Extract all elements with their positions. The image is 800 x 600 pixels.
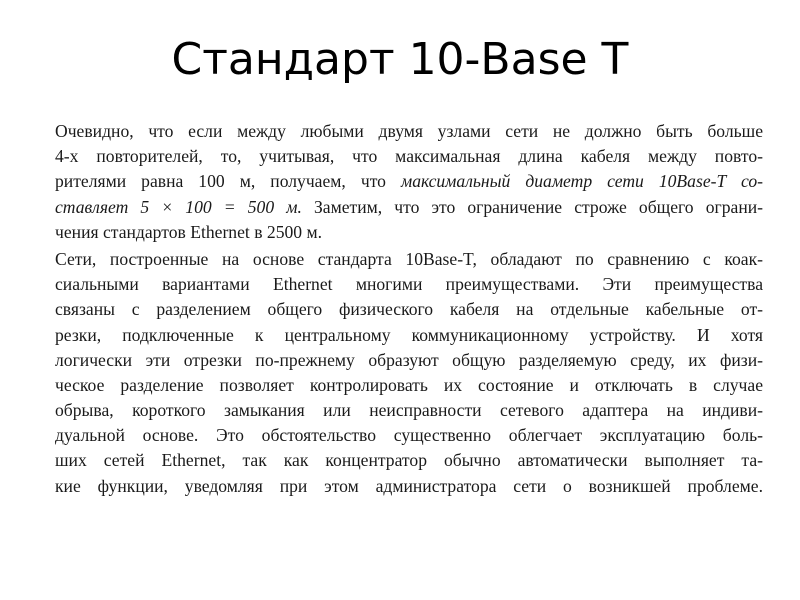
text-segment: резки, подключенные к центральному коммуникационному устройству. И хотя	[55, 324, 763, 345]
text-line	[55, 247, 763, 272]
text-segment: ших сетей Ethernet, так как концентратор обычно автоматически выполняет та-	[55, 450, 763, 471]
text-line	[55, 195, 763, 220]
text-segment: обрыва, короткого замыкания или неисправности сетевого адаптера на индиви-	[55, 400, 763, 421]
text-line	[55, 169, 763, 194]
text-line	[55, 348, 763, 373]
text-line	[55, 448, 763, 473]
text-segment: связаны с разделением общего физического кабеля на отдельные кабельные от-	[55, 299, 763, 320]
scanned-text-block	[55, 119, 763, 499]
text-line	[55, 297, 763, 322]
text-segment: кие функции, уведомляя при этом администратора сети о возникшей проблеме.	[55, 475, 763, 496]
text-segment: рителями равна 100 м, получаем, что	[55, 171, 401, 192]
text-segment: сиальными вариантами Ethernet многими преимуществами. Эти преимущества	[55, 274, 763, 295]
text-line	[55, 119, 763, 144]
text-segment: ческое разделение позволяет контролировать их состояние и отключать в случае	[55, 374, 763, 395]
text-segment: логически эти отрезки по-прежнему образуют общую разделяемую среду, их физи-	[55, 349, 763, 370]
slide-title: Стандарт 10-Base T	[171, 34, 629, 85]
text-line	[55, 323, 763, 348]
text-segment: чения стандартов Ethernet в 2500 м.	[55, 221, 323, 242]
text-line	[55, 398, 763, 423]
text-segment: Сети, построенные на основе стандарта 10Base-T, обладают по сравнению с коак-	[55, 248, 763, 269]
emphasized-text: максимальный диаметр сети 10Base-T со-	[400, 171, 764, 192]
text-line	[55, 144, 763, 169]
text-line	[55, 373, 763, 398]
text-line	[55, 474, 763, 499]
emphasized-text: ставляет 5 × 100 = 500 м.	[55, 196, 302, 217]
paragraph	[55, 247, 763, 499]
text-segment: Очевидно, что если между любыми двумя узлами сети не должно быть больше	[55, 121, 763, 141]
text-line	[55, 220, 763, 245]
text-segment: 4-х повторителей, то, учитывая, что максимальная длина кабеля между повто-	[55, 146, 763, 167]
text-line	[55, 423, 763, 448]
paragraph	[55, 119, 763, 245]
text-segment: Заметим, что это ограничение строже общего ограни-	[301, 196, 764, 217]
text-line	[55, 272, 763, 297]
text-segment: дуальной основе. Это обстоятельство существенно облегчает эксплуатацию боль-	[55, 425, 763, 446]
